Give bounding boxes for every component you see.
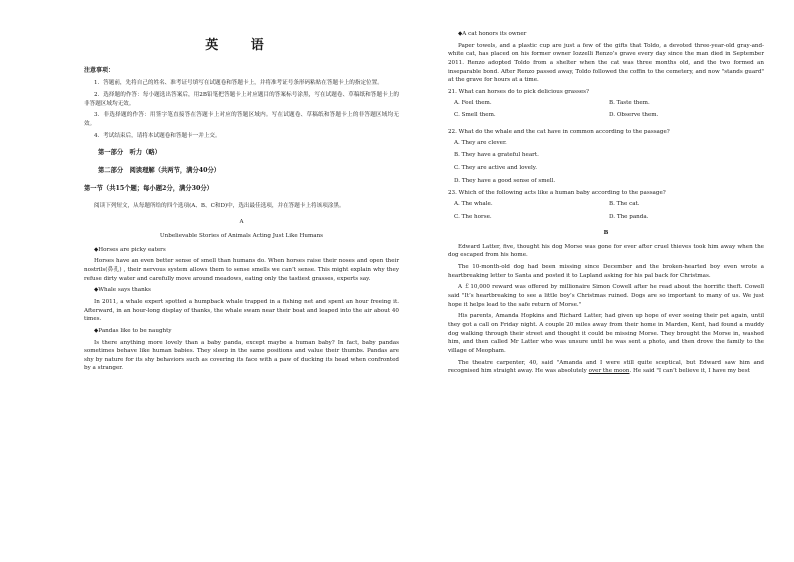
left-column <box>84 30 399 376</box>
option-22-b: B. They have a grateful heart. <box>454 152 539 159</box>
question-21-options <box>454 99 764 124</box>
subheading-whale: ◆Whale says thanks <box>94 287 151 294</box>
paragraph-b-5 <box>448 359 764 376</box>
paragraph-b-3: A ￡10,000 reward was offered by millionaire Simon Cowell after he read about the horrific theft. Cowell said "It’s heartbreaking to see a little boy’s Christmas ruined. Dogs are so important to many of us. We just hope it helps lead to the safe return of Morse." <box>448 284 764 308</box>
notice-3: 3．非选择题的作答：用签字笔直接答在答题卡上对应的答题区域内。写在试题卷、草稿纸和答题卡上的非答题区域均无效。 <box>84 112 399 128</box>
option-21-c: C. Smell them. <box>454 112 496 119</box>
notice-heading: 注意事项： <box>84 67 115 75</box>
question-22: 22. What do the whale and the cat have in common according to the passage? <box>448 128 670 135</box>
notice-2: 2．选择题的作答：每小题选出答案后，用2B铅笔把答题卡上对应题目的答案标号涂黑，写在试题卷、草稿纸和答题卡上的非答题区域均无效。 <box>84 92 399 107</box>
subheading-horses: ◆Horses are picky eaters <box>94 246 166 253</box>
subheading-pandas: ◆Pandas like to be naughty <box>94 327 172 334</box>
option-23-b: B. The cat. <box>609 200 640 207</box>
option-23-c: C. The horse. <box>454 213 492 220</box>
page-title: 英 语 <box>205 38 278 53</box>
option-22-d: D. They have a good sense of smell. <box>454 177 556 184</box>
instruction: 阅读下列短文，从每题所给的四个选项(A、B、C和D)中，选出最佳选项，并在答题卡上将该项涂黑。 <box>94 202 345 209</box>
paragraph-b-2: The 10-month-old dog had been missing since December and the broken-hearted boy even wrote a heartbreaking letter to Santa and posted it to Lapland asking for his pal back for Christmas. <box>448 264 764 279</box>
option-21-d: D. Observe them. <box>609 112 659 119</box>
paragraph-whale: In 2011, a whale expert spotted a humpback whale trapped in a fishing net and spent an hour freeing it. Afterward, in an hour-long display of thanks, the whale swam near their boat and leaped into the air about 40 times. <box>84 298 399 323</box>
paragraph-b-5-end: . He said "I can’t believe it, I have my best <box>629 368 750 375</box>
part-2-heading: 第二部分 阅读理解（共两节，满分40分） <box>98 167 221 175</box>
paragraph-b-4: His parents, Amanda Hopkins and Richard Latter, had given up hope of ever seeing their pet again, until they got a call on Friday night. A couple 20 miles away from their home in Marden, Kent, had found a muddy dog walking through their street and thought it could be missing Morse. They brought the Morse in, washed him, and then called Mr Latter who was unsure until he was sent a photo, and then drove the family to the village of Meopham. <box>448 313 764 355</box>
option-23-d: D. The panda. <box>609 213 649 220</box>
question-23-options <box>454 200 764 225</box>
paragraph-b-5-start: The theatre carpenter, 40, said "Amanda and I were still quite sceptical, but Edward saw him and recognised him straight away. He was absolutely <box>448 359 764 375</box>
paragraph-horses: Horses have an even better sense of smell than humans do. When horses raise their noses and open their nostrils(鼻孔) , their nervous system allows them to sense smells we can’t sense. This might explain why they refuse dirty water and carefully move around meadows, eating only the tastiest grasses, experts say. <box>84 258 399 282</box>
option-21-b: B. Taste them. <box>609 99 650 106</box>
paragraph-b-1: Edward Latter, five, thought his dog Morse was gone for ever after cruel thieves took him away when the dog escaped from his home. <box>448 243 764 259</box>
option-22-a: A. They are clever. <box>454 139 507 146</box>
notice-4: 4．考试结束后，请将本试题卷和答题卡一并上交。 <box>94 132 221 139</box>
passage-b-label: B <box>603 230 609 237</box>
option-22-c: C. They are active and lovely. <box>454 164 537 171</box>
option-21-a: A. Feel them. <box>454 99 492 106</box>
notice-1: 1．答题前，先将自己的姓名、准考证号填写在试题卷和答题卡上，并将准考证号条形码粘贴在答题卡上的指定位置。 <box>94 80 383 87</box>
passage-a-label: A <box>239 219 244 226</box>
option-23-a: A. The whale. <box>454 200 493 207</box>
subheading-cat: ◆A cat honors its owner <box>458 31 527 37</box>
question-21: 21. What can horses do to pick delicious grasses? <box>448 88 590 95</box>
passage-a-title: Unbelievable Stories of Animals Acting Just Like Humans <box>159 232 324 239</box>
right-column <box>448 30 764 379</box>
underlined-phrase: over the moon <box>588 368 630 375</box>
paragraph-cat: Paper towels, and a plastic cup are just a few of the gifts that Toldo, a devoted three-year-old gray-and-white cat, has placed on his former owner Iozzelli Renzo’s grave every day since the man died in September 2011. Renzo adopted Toldo from a shelter when the cat was three months old, and the two formed an inseparable bond. After Renzo passed away, Toldo followed the coffin to the cemetery, and now "stands guard" at the grave for hours at a time. <box>448 42 764 84</box>
question-23: 23. Which of the following acts like a human baby according to the passage? <box>448 190 666 197</box>
paragraph-pandas: Is there anything more lovely than a baby panda, except maybe a human baby? In fact, baby pandas sometimes behave like human babies. They sleep in the same positions and value their thumbs. Pandas are shy by nature for its shy behaviors such as covering its face with a paw of ducking its head when confronted by a stranger. <box>84 339 399 372</box>
section-1-heading: 第一节（共15个题；每小题2分，满分30分） <box>84 184 213 192</box>
part-1-heading: 第一部分 听力（略） <box>98 149 161 157</box>
